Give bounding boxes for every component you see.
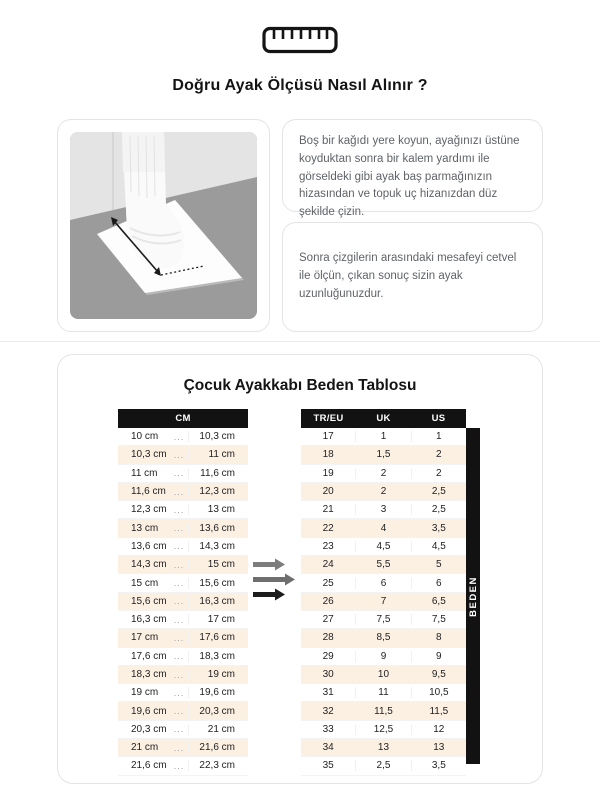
range-dots: ... xyxy=(173,632,185,643)
cm-table-row xyxy=(118,666,248,684)
cm-from-value: 15 cm xyxy=(131,577,159,589)
cm-from-value: 17 cm xyxy=(131,632,159,644)
cm-to-value: 19,6 cm xyxy=(188,687,248,698)
uk-value: 7,5 xyxy=(355,614,410,625)
instruction-card-2 xyxy=(282,222,543,332)
range-dots: ... xyxy=(173,449,185,460)
uk-value: 2,5 xyxy=(355,760,410,771)
cm-to-value: 14,3 cm xyxy=(188,541,248,552)
uk-value: 11 xyxy=(355,687,410,698)
uk-value: 9 xyxy=(355,651,410,662)
cm-from-value: 19 cm xyxy=(131,687,159,699)
us-value: 6,5 xyxy=(411,596,466,607)
cm-to-value: 19 cm xyxy=(188,669,248,680)
cm-table-row xyxy=(118,757,248,775)
right-arrows-icon xyxy=(251,557,299,613)
ruler-icon xyxy=(262,26,338,54)
size-table-row xyxy=(301,593,466,611)
cm-from-value: 15,6 cm xyxy=(131,595,167,607)
range-dots: ... xyxy=(173,760,185,771)
cm-table-row xyxy=(118,611,248,629)
range-dots: ... xyxy=(173,559,185,570)
cm-table-row xyxy=(118,519,248,537)
cm-from-value: 18,3 cm xyxy=(131,669,167,680)
cm-to-value: 15,6 cm xyxy=(188,578,248,589)
cm-table-row xyxy=(118,593,248,611)
us-value: 12 xyxy=(411,724,466,735)
instruction-text-2: Sonra çizgilerin arasındaki mesafeyi cetvel ile ölçün, çıkan sonuç sizin ayak uzunluğunuzdur. xyxy=(299,252,517,300)
us-value: 1 xyxy=(411,431,466,442)
cm-table-header xyxy=(118,409,248,428)
size-table-row xyxy=(301,538,466,556)
arrow-bottom xyxy=(253,589,285,601)
cm-table-row xyxy=(118,465,248,483)
arrow-zone xyxy=(248,409,301,776)
tr-eu-value: 27 xyxy=(322,614,334,626)
measurement-photo-card xyxy=(57,119,270,332)
range-dots: ... xyxy=(173,578,185,589)
range-dots: ... xyxy=(173,724,185,735)
cm-from-value: 21,6 cm xyxy=(131,760,167,772)
cm-to-value: 20,3 cm xyxy=(188,706,248,717)
tr-eu-value: 25 xyxy=(322,577,334,589)
cm-to-value: 18,3 cm xyxy=(188,651,248,662)
size-table-row xyxy=(301,519,466,537)
cm-from-value: 14,3 cm xyxy=(131,559,167,571)
range-dots: ... xyxy=(173,596,185,607)
cm-table-row xyxy=(118,483,248,501)
range-dots: ... xyxy=(173,541,185,552)
cm-from-value: 19,6 cm xyxy=(131,705,167,717)
size-table-row xyxy=(301,465,466,483)
beden-side-bar xyxy=(466,428,480,764)
cm-to-value: 17,6 cm xyxy=(188,632,248,643)
cm-to-value: 13,6 cm xyxy=(188,523,248,534)
us-value: 2,5 xyxy=(411,486,466,497)
tr-eu-value: 28 xyxy=(322,632,334,644)
uk-value: 3 xyxy=(355,504,410,515)
uk-value: 4,5 xyxy=(355,541,410,552)
range-dots: ... xyxy=(173,468,185,479)
cm-to-value: 22,3 cm xyxy=(188,760,248,771)
cm-table-row xyxy=(118,501,248,519)
tr-eu-value: 33 xyxy=(322,723,334,735)
cm-from-value: 16,3 cm xyxy=(131,614,167,626)
range-dots: ... xyxy=(173,687,185,698)
uk-value: 2 xyxy=(355,468,410,479)
uk-value: 1 xyxy=(355,431,410,442)
uk-value: 13 xyxy=(355,742,410,753)
us-value: 11,5 xyxy=(411,706,466,717)
tr-eu-value: 18 xyxy=(322,449,334,461)
header-tr-eu: TR/EU xyxy=(313,413,344,424)
uk-value: 10 xyxy=(355,669,410,680)
range-dots: ... xyxy=(173,504,185,515)
cm-table-row xyxy=(118,739,248,757)
cm-to-value: 11,6 cm xyxy=(188,468,248,479)
us-value: 4,5 xyxy=(411,541,466,552)
uk-value: 8,5 xyxy=(355,632,410,643)
cm-header-label: CM xyxy=(175,413,191,424)
tr-eu-value: 19 xyxy=(322,467,334,479)
size-table-title: Çocuk Ayakkabı Beden Tablosu xyxy=(183,377,417,394)
tr-eu-value: 24 xyxy=(322,559,334,571)
cm-to-value: 13 cm xyxy=(188,504,248,515)
cm-to-value: 17 cm xyxy=(188,614,248,625)
range-dots: ... xyxy=(173,651,185,662)
size-table-row xyxy=(301,648,466,666)
beden-label: BEDEN xyxy=(467,575,479,617)
foot-measurement-illustration xyxy=(70,132,257,319)
range-dots: ... xyxy=(173,614,185,625)
uk-value: 7 xyxy=(355,596,410,607)
section-divider xyxy=(0,341,600,342)
page-title: Doğru Ayak Ölçüsü Nasıl Alınır ? xyxy=(172,77,428,94)
cm-from-value: 11,6 cm xyxy=(131,486,166,498)
size-conversion-table xyxy=(301,409,466,776)
us-value: 3,5 xyxy=(411,760,466,771)
cm-table-row xyxy=(118,538,248,556)
size-table-row xyxy=(301,684,466,702)
cm-table xyxy=(118,409,248,776)
us-value: 2,5 xyxy=(411,504,466,515)
us-value: 6 xyxy=(411,578,466,589)
size-table-row xyxy=(301,428,466,446)
cm-to-value: 10,3 cm xyxy=(188,431,248,442)
tr-eu-value: 20 xyxy=(322,486,334,498)
tr-eu-value: 35 xyxy=(322,760,334,772)
us-value: 8 xyxy=(411,632,466,643)
cm-table-body xyxy=(118,428,248,776)
cm-from-value: 17,6 cm xyxy=(131,650,167,662)
us-value: 13 xyxy=(411,742,466,753)
cm-from-value: 13,6 cm xyxy=(131,540,167,552)
instruction-text-column xyxy=(282,119,543,332)
uk-value: 1,5 xyxy=(355,449,410,460)
cm-to-value: 21,6 cm xyxy=(188,742,248,753)
us-value: 9,5 xyxy=(411,669,466,680)
tr-eu-value: 17 xyxy=(322,431,334,443)
tr-eu-value: 32 xyxy=(322,705,334,717)
cm-table-row xyxy=(118,648,248,666)
us-value: 5 xyxy=(411,559,466,570)
size-table-row xyxy=(301,629,466,647)
size-table-row xyxy=(301,556,466,574)
tr-eu-value: 23 xyxy=(322,540,334,552)
page-header xyxy=(0,0,600,95)
arrow-top xyxy=(253,559,285,571)
cm-from-value: 20,3 cm xyxy=(131,723,167,735)
range-dots: ... xyxy=(173,523,185,534)
instruction-card-1 xyxy=(282,119,543,219)
size-table-row xyxy=(301,702,466,720)
cm-to-value: 21 cm xyxy=(188,724,248,735)
range-dots: ... xyxy=(173,431,185,442)
size-table-row xyxy=(301,721,466,739)
cm-table-row xyxy=(118,684,248,702)
cm-table-row xyxy=(118,556,248,574)
size-table-header xyxy=(301,409,466,428)
instruction-text-1: Boş bir kağıdı yere koyun, ayağınızı üstüne koyduktan sonra bir kalem yardımı ile görseldeki gibi ayak baş parmağınızın hizasından ve topuk uç hizanızdan düz şekilde çizin. xyxy=(299,135,520,219)
cm-to-value: 11 cm xyxy=(188,449,248,460)
us-value: 7,5 xyxy=(411,614,466,625)
cm-to-value: 15 cm xyxy=(188,559,248,570)
uk-value: 12,5 xyxy=(355,724,410,735)
size-table-row xyxy=(301,483,466,501)
cm-table-row xyxy=(118,702,248,720)
cm-table-row xyxy=(118,574,248,592)
range-dots: ... xyxy=(173,669,185,680)
us-value: 10,5 xyxy=(411,687,466,698)
tr-eu-value: 30 xyxy=(322,669,334,680)
us-value: 2 xyxy=(411,468,466,479)
cm-to-value: 12,3 cm xyxy=(188,486,248,497)
size-table-row xyxy=(301,574,466,592)
uk-value: 2 xyxy=(355,486,410,497)
size-table-body xyxy=(301,428,466,776)
tr-eu-value: 34 xyxy=(322,742,334,754)
size-table-row xyxy=(301,666,466,684)
cm-table-row xyxy=(118,721,248,739)
cm-table-row xyxy=(118,428,248,446)
cm-table-row xyxy=(118,446,248,464)
cm-table-row xyxy=(118,629,248,647)
size-table-row xyxy=(301,446,466,464)
header-us: US xyxy=(431,413,446,424)
tables-row xyxy=(58,409,542,776)
cm-from-value: 12,3 cm xyxy=(131,504,167,516)
range-dots: ... xyxy=(173,706,185,717)
cm-from-value: 21 cm xyxy=(131,742,159,754)
uk-value: 5,5 xyxy=(355,559,410,570)
arrow-middle xyxy=(253,574,295,586)
tr-eu-value: 22 xyxy=(322,522,334,534)
size-table-card xyxy=(57,354,543,784)
tr-eu-value: 31 xyxy=(322,687,334,699)
us-value: 2 xyxy=(411,449,466,460)
instruction-section xyxy=(57,119,543,332)
size-table-row xyxy=(301,739,466,757)
uk-value: 11,5 xyxy=(355,706,410,717)
cm-from-value: 11 cm xyxy=(131,467,158,479)
cm-to-value: 16,3 cm xyxy=(188,596,248,607)
uk-value: 4 xyxy=(355,523,410,534)
us-value: 9 xyxy=(411,651,466,662)
range-dots: ... xyxy=(173,486,185,497)
header-uk: UK xyxy=(376,413,391,424)
tr-eu-value: 21 xyxy=(322,504,334,516)
tr-eu-value: 29 xyxy=(322,650,334,662)
cm-from-value: 13 cm xyxy=(131,522,159,534)
size-table-row xyxy=(301,501,466,519)
size-table-row xyxy=(301,757,466,775)
cm-from-value: 10,3 cm xyxy=(131,449,167,461)
uk-value: 6 xyxy=(355,578,410,589)
size-table-row xyxy=(301,611,466,629)
cm-from-value: 10 cm xyxy=(131,431,159,443)
range-dots: ... xyxy=(173,742,185,753)
us-value: 3,5 xyxy=(411,523,466,534)
tr-eu-value: 26 xyxy=(322,595,334,607)
